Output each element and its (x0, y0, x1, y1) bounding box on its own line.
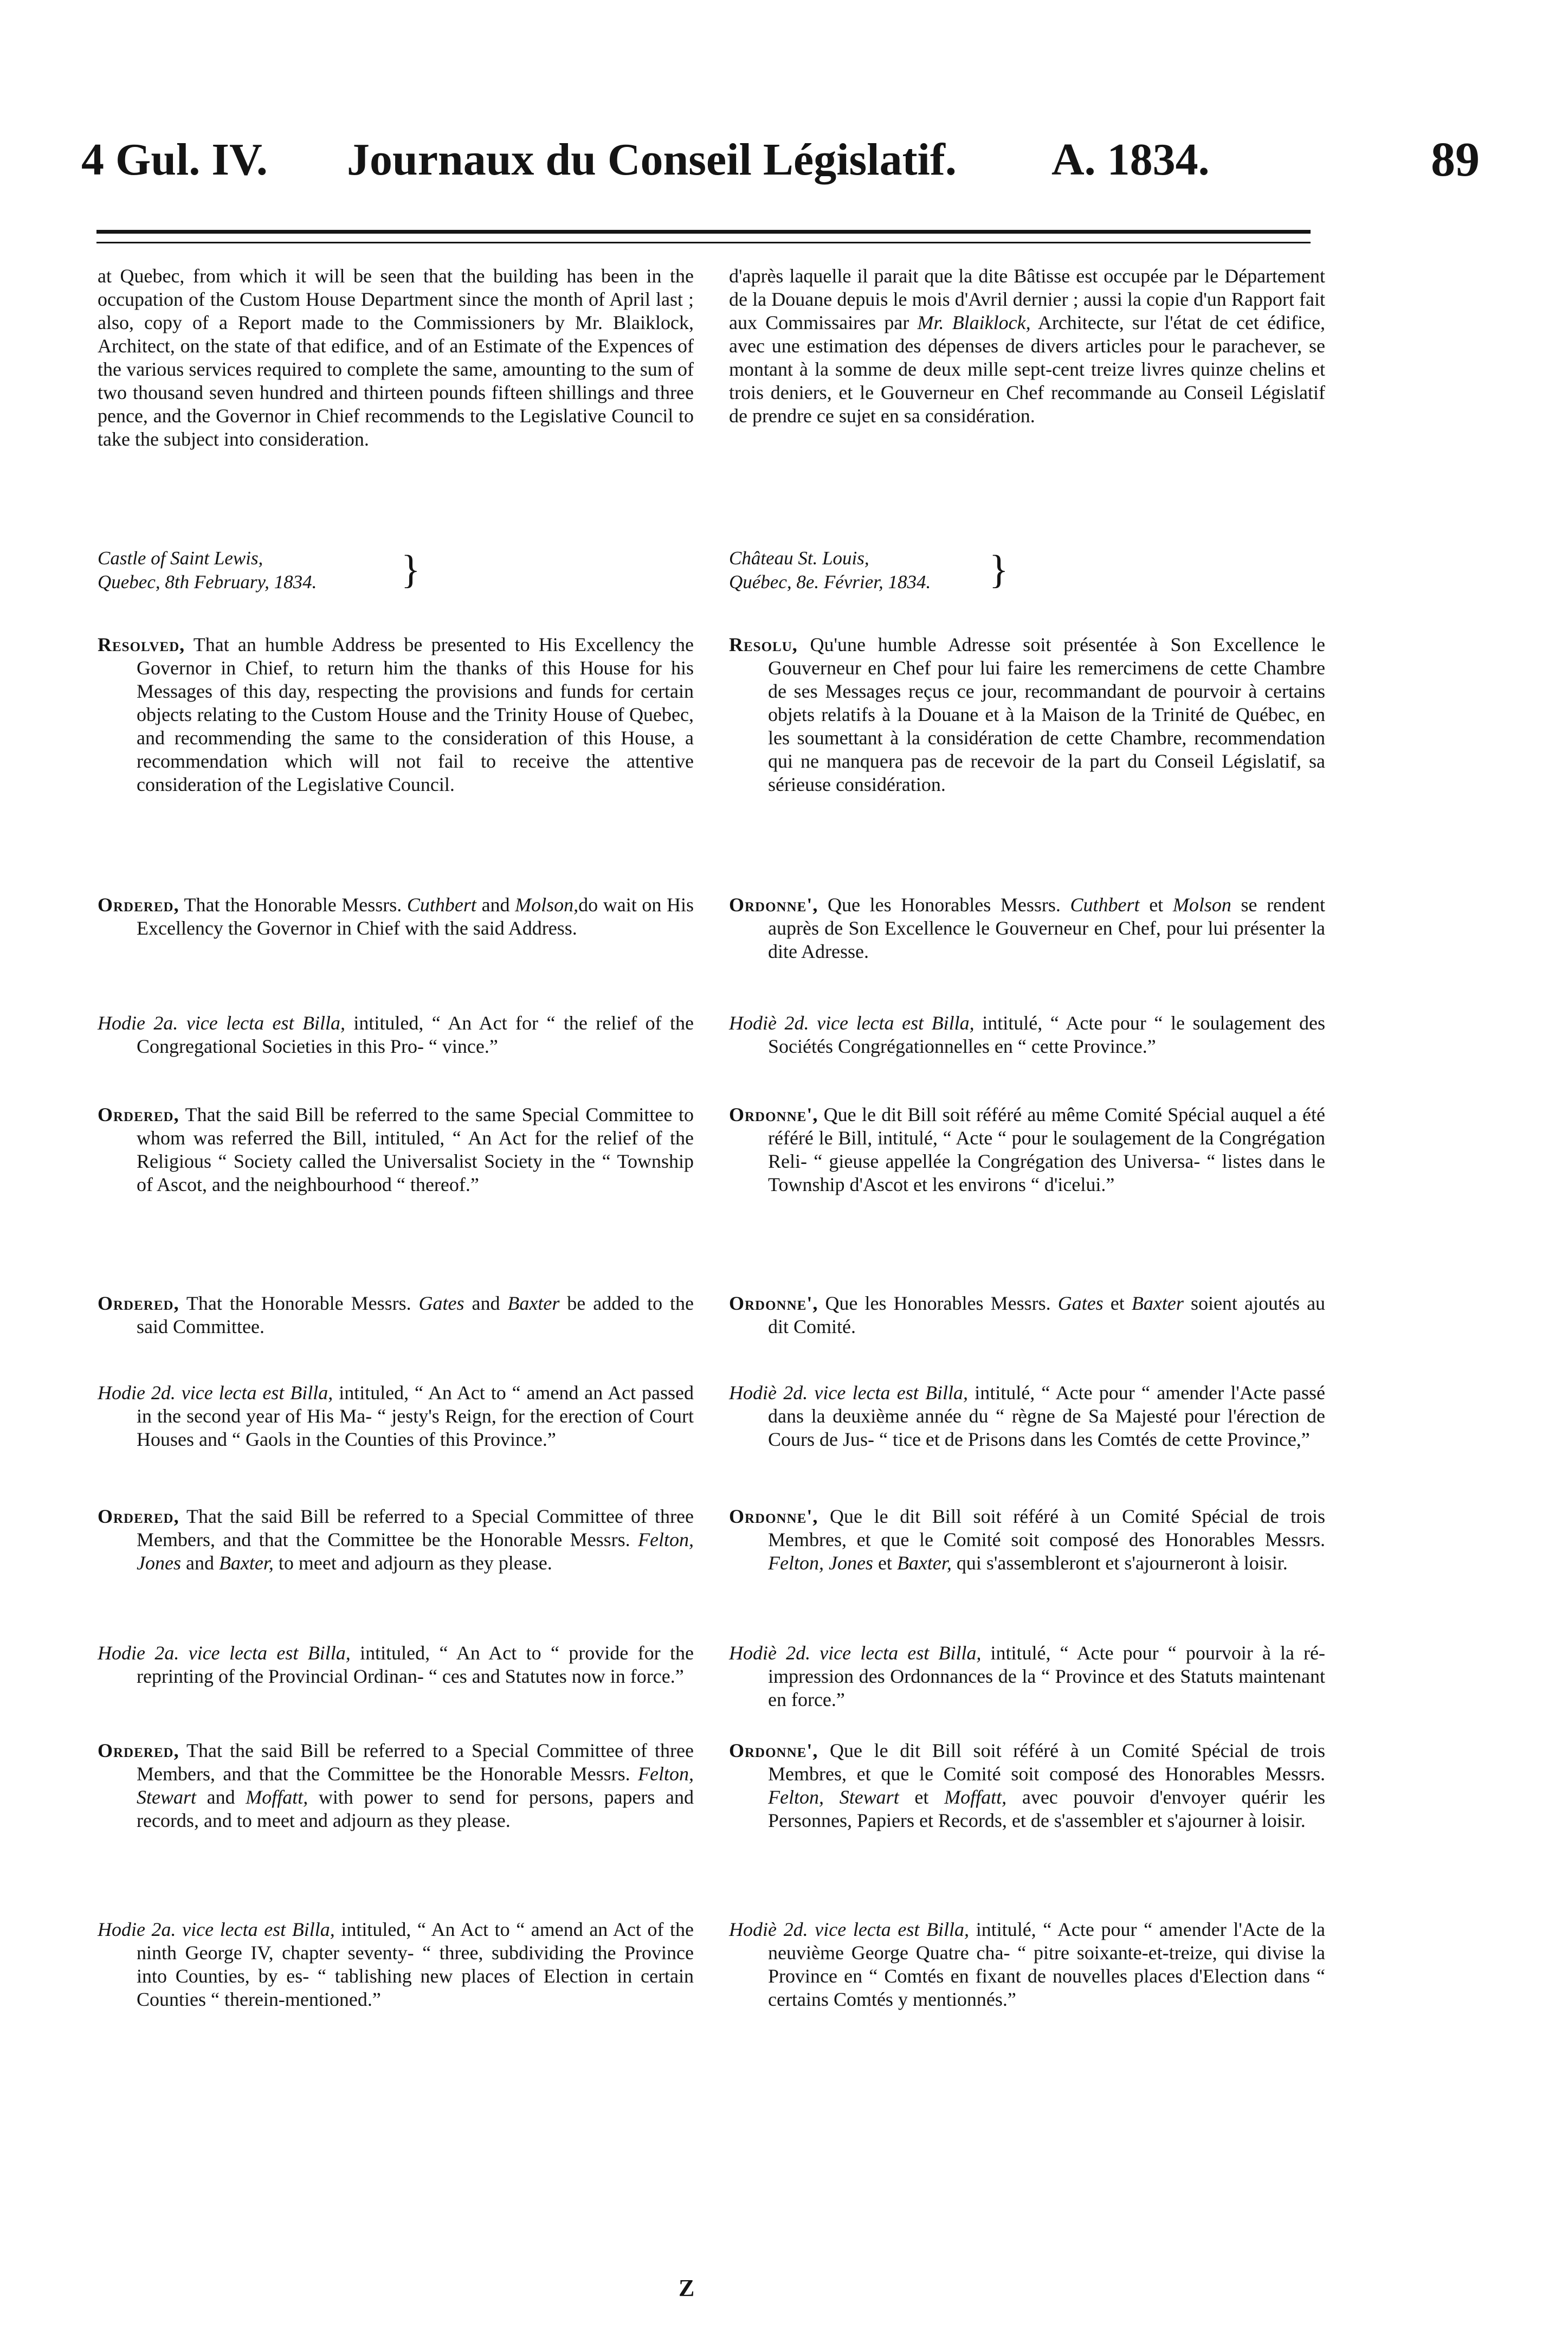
order-entry (729, 1739, 1325, 1832)
architect-name: Mr. Blaiklock, (917, 312, 1031, 333)
resolution-entry (729, 633, 1325, 796)
order-entry (98, 1739, 694, 1832)
entry-text: Que les Honorables Messrs. (828, 894, 1061, 916)
entry-text: That the Honorable Messrs. (186, 1292, 411, 1314)
page-number: 89 (1431, 133, 1480, 186)
message-text: at Quebec, from which it will be seen that the building has been in the occupation of the Custom House Department since the month of April last ; also, copy of a Report made to the Commissioners by Mr. Blaiklock, Architect, on the state of that edifice, and of an Estimate of the Expences of the various services required to complete the same, amounting to the sum of two thousand seven hundred and thirteen pounds fifteen shillings and three pence, and the Governor in Chief recommends to the Legislative Council to take the subject into consideration. (98, 265, 694, 450)
entry-text: That the said Bill be referred to a Special Committee of three Members, and that the Committee be the Honorable Messrs. (137, 1740, 694, 1785)
conjunction: and (472, 1292, 500, 1314)
order-entry (729, 893, 1325, 963)
entry-text: avec pouvoir d'envoyer quérir les Personnes, Papiers et Records, et de s'assembler et s'ajourner à loisir. (768, 1786, 1326, 1831)
entry-lead: Ordonne', (729, 1104, 818, 1125)
bill-reading-entry (98, 1012, 694, 1058)
bill-reading-entry (729, 1642, 1325, 1711)
member-name: Baxter (1131, 1292, 1184, 1314)
entry-text: se rendent auprès de Son Excellence le Gouverneur en Chef, pour lui présenter la dite Adresse. (768, 894, 1326, 962)
order-entry (98, 1103, 694, 1196)
reading-lead: Hodie 2a. vice lecta est Billa, (98, 1012, 345, 1034)
entry-lead: Ordered, (98, 1104, 179, 1125)
reading-lead: Hodiè 2d. vice lecta est Billa, (729, 1919, 970, 1940)
dateline-date: Quebec, 8th February, 1834. (98, 571, 317, 593)
reading-lead: Hodie 2a. vice lecta est Billa, (98, 1919, 335, 1940)
conjunction: et (914, 1786, 929, 1808)
bill-reading-entry (98, 1381, 694, 1451)
member-names: Felton, Stewart (137, 1763, 694, 1808)
entry-text: to meet and adjourn as they please. (278, 1552, 552, 1574)
regnal-year: 4 Gul. IV. (81, 134, 268, 185)
brace-glyph: } (401, 548, 421, 592)
dateline-place: Castle of Saint Lewis, (98, 548, 263, 569)
member-name: Moffatt, (944, 1786, 1007, 1808)
dateline-date: Québec, 8e. Février, 1834. (729, 571, 931, 593)
entry-text: That the said Bill be referred to a Special Committee of three Members, and that the Committee be the Honorable Messrs. (137, 1505, 694, 1550)
brace-glyph: } (989, 548, 1009, 592)
message-text-part: d'après laquelle il parait que la dite Bâtisse est occupée par le Département de la Douane depuis le mois d'Avril dernier ; aussi la copie d'un Rapport fait aux Commissaires par (729, 265, 1325, 333)
calendar-year: A. 1834. (1051, 134, 1210, 185)
entry-lead: Ordonne', (729, 1740, 818, 1761)
entry-text: Que les Honorables Messrs. (825, 1292, 1051, 1314)
message-text (729, 265, 1325, 428)
resolution-entry (98, 633, 694, 796)
order-entry (729, 1505, 1325, 1575)
reading-lead: Hodiè 2d. vice lecta est Billa, (729, 1382, 968, 1404)
signature-mark: Z (679, 2275, 695, 2301)
entry-lead: Ordonne', (729, 1505, 818, 1527)
member-name: Baxter, (896, 1552, 952, 1574)
reading-lead: Hodiè 2d. vice lecta est Billa, (729, 1012, 975, 1034)
bill-reading-entry (729, 1918, 1325, 2011)
bill-title: intituled, “ An Act to “ amend an Act of the ninth George IV, chapter seventy- “ three, subdividing the Province into Counties, by es- “ tablishing new places of Election in certain Counties “ therein-mentioned.” (137, 1919, 694, 2010)
message-continuation (98, 265, 694, 451)
member-names: Felton, Jones (137, 1529, 694, 1574)
entry-lead: Ordonne', (729, 1292, 818, 1314)
entry-text: That the Honorable Messrs. (184, 894, 402, 916)
entry-text: Qu'une humble Adresse soit présentée à Son Excellence le Gouverneur en Chef pour lui faire les remercimens de cette Chambre de ses Messages reçus ce jour, recommandant de pourvoir à certains objets relatifs à la Douane et à la Maison de la Trinité de Québec, en les soumettant à la considération de cette Chambre, recommendation qui ne manquera pas de recevoir de la part du Conseil Législatif, sa sérieuse considération. (768, 634, 1325, 795)
running-title: Journaux du Conseil Législatif. (347, 134, 957, 185)
bill-title: intitulé, “ Acte pour “ pourvoir à la ré-impression des Ordonnances de la “ Province et des Statuts maintenant en force.” (768, 1642, 1326, 1710)
header-rule (96, 230, 1311, 234)
member-name: Cuthbert (1070, 894, 1140, 916)
entry-text: Que le dit Bill soit référé au même Comité Spécial auquel a été référé le Bill, intitulé, “ Acte “ pour le soulagement de la Congrégation Reli- “ gieuse appellée la Congrégation des Universa- “ listes dans le Township d'Ascot et les environs “ d'icelui.” (768, 1104, 1326, 1195)
entry-text: be added to the said Committee. (137, 1292, 694, 1337)
order-entry (729, 1103, 1325, 1196)
entry-lead: Ordered, (98, 1292, 179, 1314)
member-name: Cuthbert (406, 894, 476, 916)
bill-title: intituled, “ An Act to “ provide for the reprinting of the Provincial Ordinan- “ ces and Statutes now in force.” (137, 1642, 694, 1687)
member-name: Gates (1057, 1292, 1104, 1314)
entry-lead: Ordered, (98, 894, 179, 916)
dateline (98, 546, 694, 594)
bill-reading-entry (98, 1918, 694, 2011)
reading-lead: Hodiè 2d. vice lecta est Billa, (729, 1642, 982, 1664)
dateline-place: Château St. Louis, (729, 548, 869, 569)
conjunction: et (1110, 1292, 1125, 1314)
conjunction: and (207, 1786, 235, 1808)
member-name: Moffatt, (246, 1786, 308, 1808)
message-continuation (729, 265, 1325, 428)
entry-lead: Ordered, (98, 1505, 179, 1527)
member-name: Molson (1172, 894, 1231, 916)
entry-text: That an humble Address be presented to His Excellency the Governor in Chief, to return him the thanks of this House for his Messages of this day, respecting the provisions and funds for certain objects relating to the Custom House and the Trinity House of Quebec, and recommending the same to the consideration of this House, a recommendation which will not fail to receive the attentive consideration of the Legislative Council. (137, 634, 694, 795)
member-name: Molson, (515, 894, 579, 916)
conjunction: and (481, 894, 510, 916)
bill-title: intitulé, “ Acte pour “ amender l'Acte passé dans la deuxième année du “ règne de Sa Majesté pour l'érection de Cours de Jus- “ tice et de Prisons dans les Comtés de cette Province,” (768, 1382, 1325, 1450)
entry-lead: Ordered, (98, 1740, 179, 1761)
order-entry (98, 1505, 694, 1575)
bill-reading-entry (729, 1381, 1325, 1451)
bill-reading-entry (98, 1642, 694, 1688)
member-name: Baxter, (218, 1552, 274, 1574)
bill-title: intitulé, “ Acte pour “ amender l'Acte de la neuvième George Quatre cha- “ pitre soixante-et-treize, qui divise la Province en “ Comtés en fixant de nouvelles places d'Election dans “ certains Comtés y mentionnés.” (768, 1919, 1326, 2010)
entry-text: Que le dit Bill soit référé à un Comité Spécial de trois Membres, et que le Comité soit composé des Honorables Messrs. (768, 1740, 1325, 1785)
member-names: Felton, Stewart (768, 1786, 899, 1808)
member-name: Baxter (507, 1292, 560, 1314)
header-rule-thin (96, 242, 1311, 243)
bill-reading-entry (729, 1012, 1325, 1058)
order-entry (729, 1292, 1325, 1338)
entry-text: qui s'assembleront et s'ajourneront à loisir. (956, 1552, 1288, 1574)
entry-text: with power to send for persons, papers and records, and to meet and adjourn as they please. (137, 1786, 694, 1831)
member-names: Felton, Jones (768, 1552, 873, 1574)
bill-title: intituled, “ An Act for “ the relief of the Congregational Societies in this Pro- “ vince.” (137, 1012, 694, 1057)
reading-lead: Hodie 2d. vice lecta est Billa, (98, 1382, 333, 1404)
entry-text: soient ajoutés au dit Comité. (768, 1292, 1326, 1337)
entry-text: do wait on His Excellency the Governor in Chief with the said Address. (137, 894, 694, 939)
bill-title: intitulé, “ Acte pour “ le soulagement des Sociétés Congrégationnelles en “ cette Province.” (768, 1012, 1325, 1057)
message-text-part: Architecte, sur l'état de cet édifice, avec une estimation des dépenses de divers articles pour le parachever, se montant à la somme de deux mille sept-cent treize livres quinze chelins et trois deniers, et le Gouverneur en Chef recommande au Conseil Législatif de prendre ce sujet en sa considération. (729, 312, 1325, 427)
entry-lead: Ordonne', (729, 894, 818, 916)
entry-text: That the said Bill be referred to the same Special Committee to whom was referred the Bill, intituled, “ An Act for the relief of the Religious “ Society called the Universalist Society in the “ Township of Ascot, and the neighbourhood “ thereof.” (137, 1104, 694, 1195)
entry-lead: Resolved, (98, 634, 185, 655)
order-entry (98, 1292, 694, 1338)
order-entry (98, 893, 694, 940)
conjunction: and (185, 1552, 214, 1574)
member-name: Gates (418, 1292, 464, 1314)
entry-lead: Resolu, (729, 634, 798, 655)
dateline (729, 546, 1325, 594)
conjunction: et (1149, 894, 1164, 916)
entry-text: Que le dit Bill soit référé à un Comité Spécial de trois Membres, et que le Comité soit composé des Honorables Messrs. (768, 1505, 1325, 1550)
reading-lead: Hodie 2a. vice lecta est Billa, (98, 1642, 351, 1664)
bill-title: intituled, “ An Act to “ amend an Act passed in the second year of His Ma- “ jesty's Reign, for the erection of Court Houses and “ Gaols in the Counties of this Province.” (137, 1382, 694, 1450)
conjunction: et (877, 1552, 892, 1574)
